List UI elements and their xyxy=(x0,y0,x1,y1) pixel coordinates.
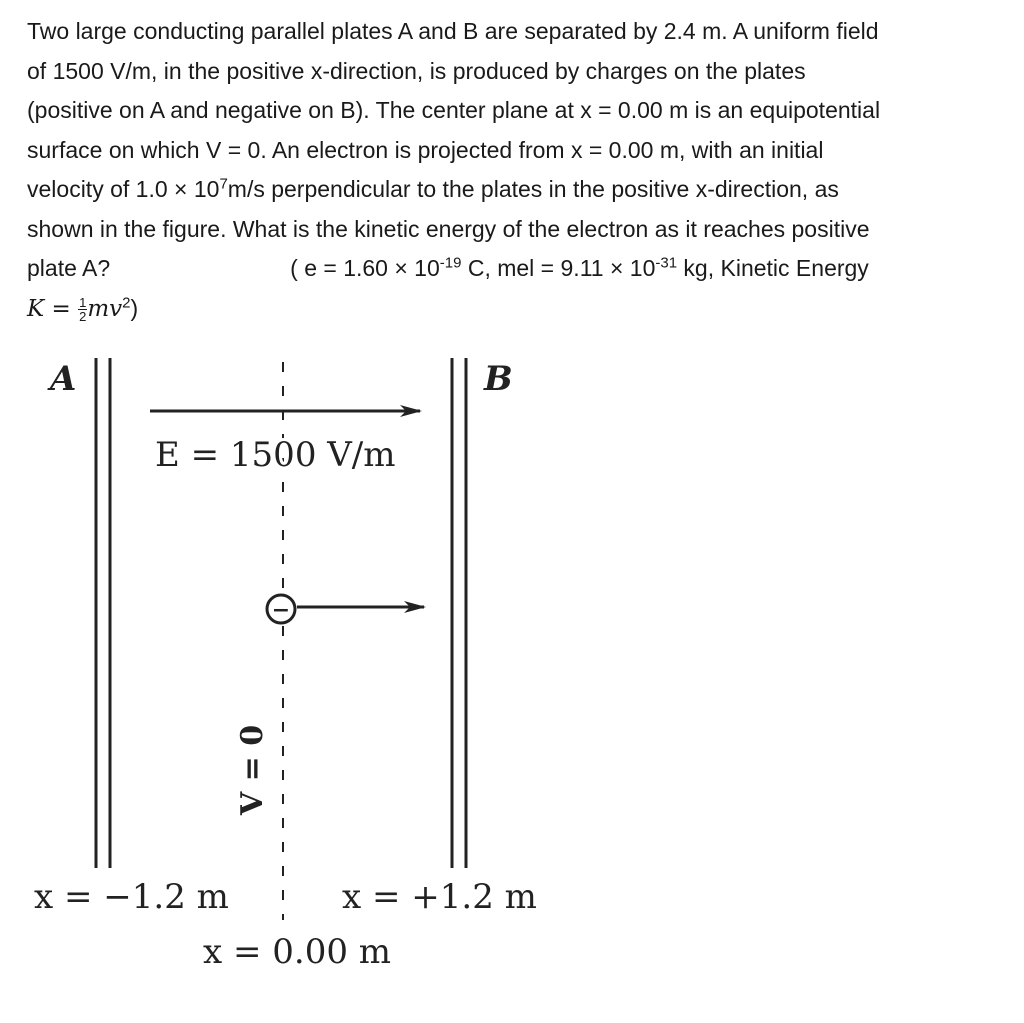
right-position-label: x = +1.2 m xyxy=(342,877,537,917)
formula-exponent: 2 xyxy=(122,293,131,311)
plate-b xyxy=(452,358,466,868)
problem-line-4: surface on which V = 0. An electron is projected from x = 0.00 m, with an initial xyxy=(27,136,824,163)
plate-b-label: B xyxy=(484,359,513,399)
formula-lhs: K = xyxy=(27,295,79,322)
charge-constant: ( e = 1.60 × 10 xyxy=(290,255,440,281)
question-text: plate A? xyxy=(27,255,111,281)
fraction-denominator: 2 xyxy=(79,308,87,324)
problem-line-1: Two large conducting parallel plates A and B are separated by 2.4 m. A uniform field xyxy=(27,18,879,44)
plate-a-label: A xyxy=(50,359,77,399)
given-constants xyxy=(290,249,869,289)
problem-line-7 xyxy=(27,249,1002,289)
problem-line-2: of 1500 V/m, in the positive x-direction, is produced by charges on the plates xyxy=(27,57,806,84)
fraction-numerator: 1 xyxy=(79,294,87,310)
field-label: E = 1500 V/m xyxy=(155,435,396,475)
formula-close: ) xyxy=(130,294,139,321)
formula-rhs: mv xyxy=(87,295,123,322)
plate-a xyxy=(96,358,110,868)
problem-statement xyxy=(27,12,1002,329)
equipotential-label: V = 0 xyxy=(235,724,270,816)
center-position-label: x = 0.00 m xyxy=(203,932,392,972)
velocity-text-rest: m/s perpendicular to the plates in the positive x-direction, as xyxy=(227,176,839,202)
parallel-plates-figure xyxy=(0,340,620,980)
electron-charge-symbol: − xyxy=(271,597,291,623)
mass-exponent: -31 xyxy=(655,254,678,272)
formula-line xyxy=(27,289,1002,330)
charge-exponent: -19 xyxy=(439,254,462,272)
formula-fraction xyxy=(78,296,87,323)
kinetic-energy-label: kg, Kinetic Energy xyxy=(677,255,869,281)
problem-line-5 xyxy=(27,170,1002,210)
electron xyxy=(267,595,295,623)
mass-constant: C, mel = 9.11 × 10 xyxy=(461,255,656,281)
velocity-text: velocity of 1.0 × 10 xyxy=(27,176,220,202)
left-position-label: x = −1.2 m xyxy=(34,877,229,917)
problem-line-3: (positive on A and negative on B). The center plane at x = 0.00 m is an equipotential xyxy=(27,97,881,123)
velocity-exponent: 7 xyxy=(219,175,228,193)
problem-line-6: shown in the figure. What is the kinetic energy of the electron as it reaches positive xyxy=(27,215,870,242)
